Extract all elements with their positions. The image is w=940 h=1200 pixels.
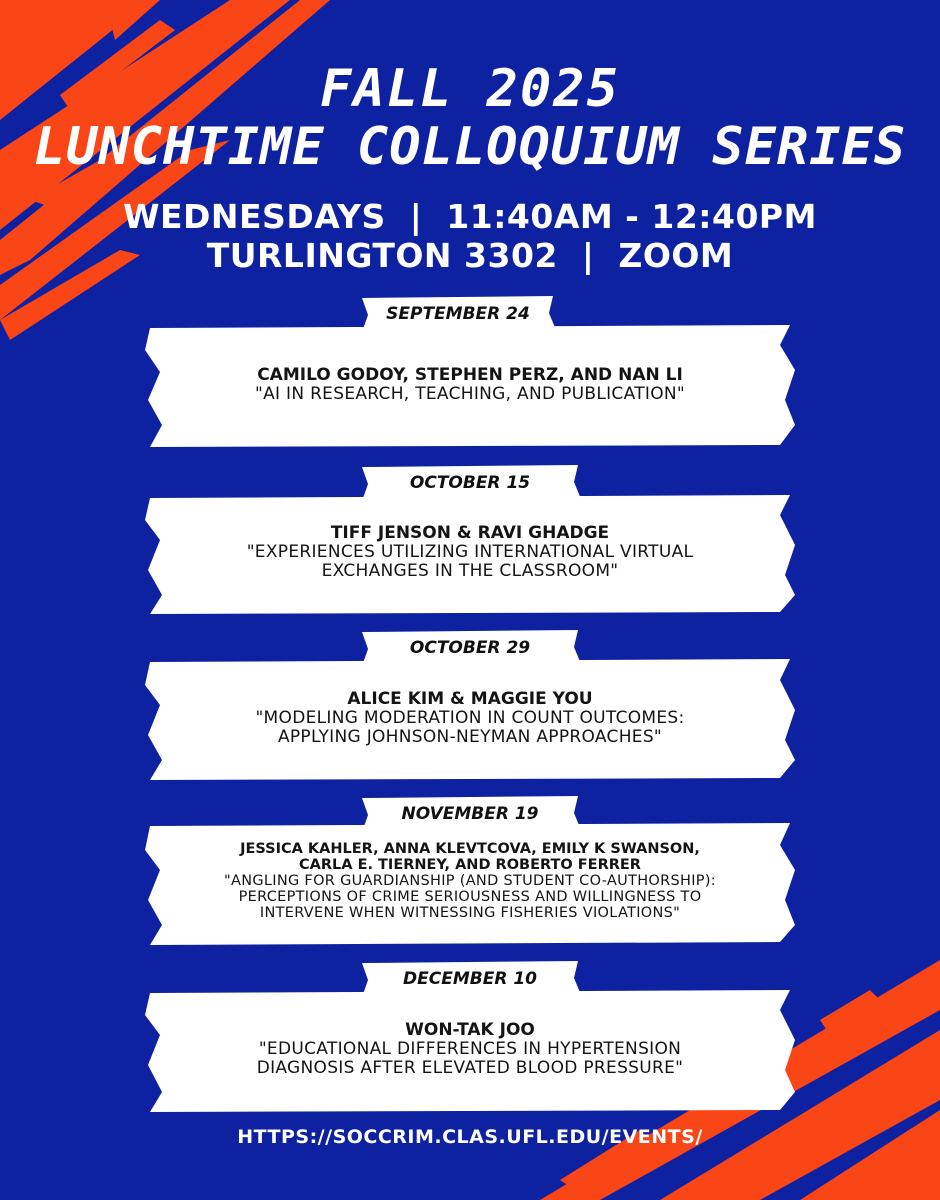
event-title: "EXPERIENCES UTILIZING INTERNATIONAL VIRTUAL bbox=[246, 542, 694, 562]
events-url-link[interactable]: HTTPS://SOCCRIM.CLAS.UFL.EDU/EVENTS/ bbox=[237, 1126, 703, 1148]
schedule-line: WEDNESDAYS | 11:40AM - 12:40PM bbox=[123, 197, 817, 236]
event-card bbox=[160, 524, 780, 581]
event-title: "AI IN RESEARCH, TEACHING, AND PUBLICATION" bbox=[254, 384, 686, 404]
event-title: PERCEPTIONS OF CRIME SERIOUSNESS AND WILLINGNESS TO bbox=[238, 889, 702, 905]
location-line: TURLINGTON 3302 | ZOOM bbox=[206, 236, 734, 275]
event-card bbox=[160, 1021, 780, 1078]
event-speakers: JESSICA KAHLER, ANNA KLEVTCOVA, EMILY K SWANSON, bbox=[240, 841, 700, 857]
event-date: NOVEMBER 19 bbox=[401, 804, 539, 824]
event-date: OCTOBER 29 bbox=[409, 638, 531, 658]
event-title: "MODELING MODERATION IN COUNT OUTCOMES: bbox=[255, 708, 685, 728]
event-speakers: WON-TAK JOO bbox=[405, 1020, 535, 1040]
event-speakers: CAMILO GODOY, STEPHEN PERZ, AND NAN LI bbox=[257, 365, 683, 385]
event-title: INTERVENE WHEN WITNESSING FISHERIES VIOLATIONS" bbox=[259, 905, 681, 921]
event-speakers: ALICE KIM & MAGGIE YOU bbox=[347, 689, 593, 709]
event-speakers: CARLA E. TIERNEY, AND ROBERTO FERRER bbox=[299, 857, 641, 873]
event-title: DIAGNOSIS AFTER ELEVATED BLOOD PRESSURE" bbox=[256, 1058, 684, 1078]
event-title: "ANGLING FOR GUARDIANSHIP (AND STUDENT CO-AUTHORSHIP): bbox=[224, 873, 716, 889]
title-line-1: FALL 2025 bbox=[320, 59, 620, 119]
event-date: OCTOBER 15 bbox=[409, 473, 531, 493]
event-title: "EDUCATIONAL DIFFERENCES IN HYPERTENSION bbox=[258, 1039, 682, 1059]
event-card bbox=[160, 366, 780, 404]
event-title: APPLYING JOHNSON-NEYMAN APPROACHES" bbox=[277, 727, 663, 747]
event-speakers: TIFF JENSON & RAVI GHADGE bbox=[330, 523, 610, 543]
event-title: EXCHANGES IN THE CLASSROOM" bbox=[321, 561, 619, 581]
event-card bbox=[160, 690, 780, 747]
event-card bbox=[160, 841, 780, 921]
event-date: SEPTEMBER 24 bbox=[386, 304, 530, 324]
event-date: DECEMBER 10 bbox=[403, 969, 537, 989]
title-line-2: LUNCHTIME COLLOQUIUM SERIES bbox=[33, 117, 907, 177]
